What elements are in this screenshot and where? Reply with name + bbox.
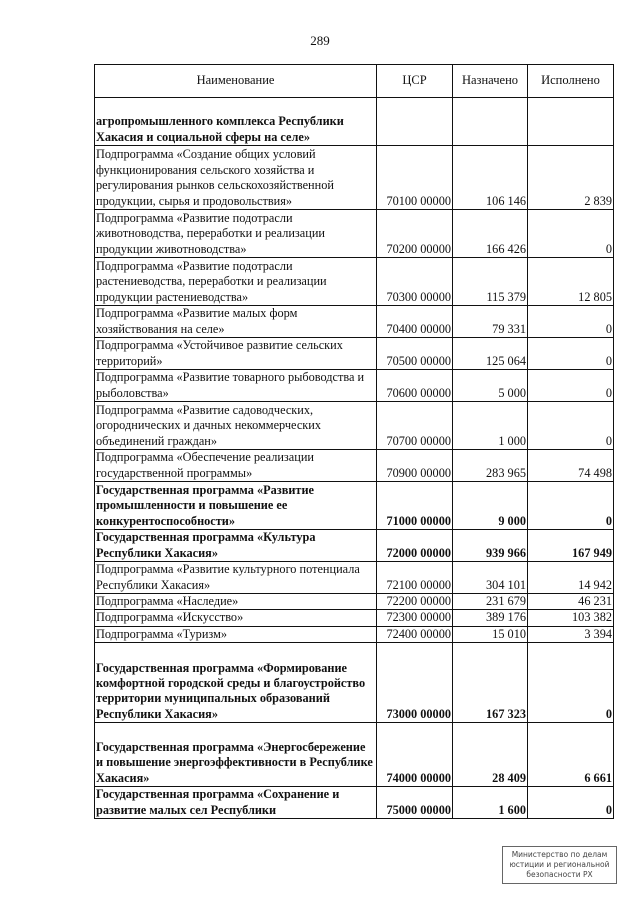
- row-name-cell: агропромышленного комплекса Республики Хакасия и социальной сферы на селе»: [95, 98, 377, 146]
- row-assigned-cell: 231 679: [453, 594, 528, 610]
- row-executed-cell: 12 805: [528, 258, 614, 306]
- row-name-cell: Подпрограмма «Развитие малых форм хозяйствования на селе»: [95, 306, 377, 338]
- row-executed-cell: 2 839: [528, 146, 614, 210]
- row-executed-cell: 6 661: [528, 723, 614, 787]
- row-csr-cell: 74000 00000: [377, 723, 453, 787]
- row-csr-cell: 70900 00000: [377, 450, 453, 482]
- header-name: Наименование: [95, 65, 377, 98]
- row-executed-cell: 14 942: [528, 562, 614, 594]
- table-row: [95, 530, 614, 562]
- table-row: [95, 306, 614, 338]
- row-executed-cell: 0: [528, 338, 614, 370]
- row-executed-cell: 103 382: [528, 610, 614, 626]
- row-name-cell: Подпрограмма «Наследие»: [95, 594, 377, 610]
- row-assigned-cell: 1 600: [453, 787, 528, 819]
- row-name-cell: Подпрограмма «Устойчивое развитие сельских территорий»: [95, 338, 377, 370]
- row-csr-cell: 70100 00000: [377, 146, 453, 210]
- row-executed-cell: 0: [528, 402, 614, 450]
- row-assigned-cell: [453, 98, 528, 146]
- table-body: [95, 98, 614, 819]
- row-name-cell: Подпрограмма «Искусство»: [95, 610, 377, 626]
- table-row: [95, 643, 614, 723]
- row-csr-cell: 72000 00000: [377, 530, 453, 562]
- row-executed-cell: 167 949: [528, 530, 614, 562]
- row-name-cell: Государственная программа «Культура Республики Хакасия»: [95, 530, 377, 562]
- row-assigned-cell: 9 000: [453, 482, 528, 530]
- row-name-cell: Подпрограмма «Развитие подотрасли животноводства, переработки и реализации продукции животноводства»: [95, 210, 377, 258]
- table-row: [95, 723, 614, 787]
- header-executed: Исполнено: [528, 65, 614, 98]
- row-assigned-cell: 283 965: [453, 450, 528, 482]
- row-assigned-cell: 166 426: [453, 210, 528, 258]
- row-assigned-cell: 79 331: [453, 306, 528, 338]
- row-csr-cell: 75000 00000: [377, 787, 453, 819]
- row-csr-cell: 71000 00000: [377, 482, 453, 530]
- row-name-cell: Государственная программа «Сохранение и развитие малых сел Республики: [95, 787, 377, 819]
- row-name-cell: Подпрограмма «Создание общих условий функционирования сельского хозяйства и регулирования рынков сельскохозяйственной продукции, сырья и продовольствия»: [95, 146, 377, 210]
- stamp-line: юстиции и региональной: [509, 860, 610, 869]
- row-executed-cell: [528, 98, 614, 146]
- row-name-cell: Государственная программа «Энергосбережение и повышение энергоэффективности в Республике Хакасия»: [95, 723, 377, 787]
- table-row: [95, 562, 614, 594]
- row-csr-cell: 73000 00000: [377, 643, 453, 723]
- table-row: [95, 146, 614, 210]
- row-assigned-cell: 125 064: [453, 338, 528, 370]
- stamp-line: безопасности РХ: [526, 870, 593, 879]
- row-csr-cell: 72400 00000: [377, 626, 453, 642]
- row-assigned-cell: 15 010: [453, 626, 528, 642]
- row-csr-cell: 70500 00000: [377, 338, 453, 370]
- table-row: [95, 482, 614, 530]
- row-executed-cell: 0: [528, 482, 614, 530]
- row-executed-cell: 74 498: [528, 450, 614, 482]
- table-row: [95, 594, 614, 610]
- row-assigned-cell: 304 101: [453, 562, 528, 594]
- row-name-cell: Подпрограмма «Развитие садоводческих, огороднических и дачных некоммерческих объединений граждан»: [95, 402, 377, 450]
- row-name-cell: Подпрограмма «Туризм»: [95, 626, 377, 642]
- table-row: [95, 370, 614, 402]
- row-executed-cell: 0: [528, 643, 614, 723]
- row-assigned-cell: 5 000: [453, 370, 528, 402]
- row-csr-cell: 72100 00000: [377, 562, 453, 594]
- row-assigned-cell: 1 000: [453, 402, 528, 450]
- row-name-cell: Государственная программа «Формирование комфортной городской среды и благоустройство территории муниципальных образований Республики Хакасия»: [95, 643, 377, 723]
- row-csr-cell: [377, 98, 453, 146]
- row-name-cell: Подпрограмма «Развитие культурного потенциала Республики Хакасия»: [95, 562, 377, 594]
- table-row: [95, 98, 614, 146]
- page-number: 289: [310, 33, 330, 48]
- row-assigned-cell: 167 323: [453, 643, 528, 723]
- row-executed-cell: 0: [528, 787, 614, 819]
- table-row: [95, 210, 614, 258]
- row-assigned-cell: 115 379: [453, 258, 528, 306]
- table-row: [95, 402, 614, 450]
- budget-table: [94, 64, 614, 819]
- header-csr: ЦСР: [377, 65, 453, 98]
- row-executed-cell: 0: [528, 210, 614, 258]
- row-assigned-cell: 939 966: [453, 530, 528, 562]
- header-assigned: Назначено: [453, 65, 528, 98]
- row-csr-cell: 70300 00000: [377, 258, 453, 306]
- table-row: [95, 787, 614, 819]
- table-row: [95, 258, 614, 306]
- row-name-cell: Подпрограмма «Обеспечение реализации государственной программы»: [95, 450, 377, 482]
- row-executed-cell: 3 394: [528, 626, 614, 642]
- row-executed-cell: 0: [528, 306, 614, 338]
- row-csr-cell: 70200 00000: [377, 210, 453, 258]
- row-name-cell: Подпрограмма «Развитие подотрасли растениеводства, переработки и реализации продукции растениеводства»: [95, 258, 377, 306]
- registration-stamp: [502, 846, 617, 884]
- row-executed-cell: 0: [528, 370, 614, 402]
- row-assigned-cell: 389 176: [453, 610, 528, 626]
- row-csr-cell: 72300 00000: [377, 610, 453, 626]
- table-row: [95, 610, 614, 626]
- table-row: [95, 626, 614, 642]
- row-csr-cell: 70400 00000: [377, 306, 453, 338]
- row-executed-cell: 46 231: [528, 594, 614, 610]
- table-row: [95, 338, 614, 370]
- row-assigned-cell: 28 409: [453, 723, 528, 787]
- row-name-cell: Государственная программа «Развитие промышленности и повышение ее конкурентоспособности»: [95, 482, 377, 530]
- row-name-cell: Подпрограмма «Развитие товарного рыбоводства и рыболовства»: [95, 370, 377, 402]
- row-assigned-cell: 106 146: [453, 146, 528, 210]
- table-row: [95, 450, 614, 482]
- row-csr-cell: 70600 00000: [377, 370, 453, 402]
- row-csr-cell: 70700 00000: [377, 402, 453, 450]
- table-header-row: [95, 65, 614, 98]
- stamp-line: Министерство по делам: [511, 850, 608, 859]
- row-csr-cell: 72200 00000: [377, 594, 453, 610]
